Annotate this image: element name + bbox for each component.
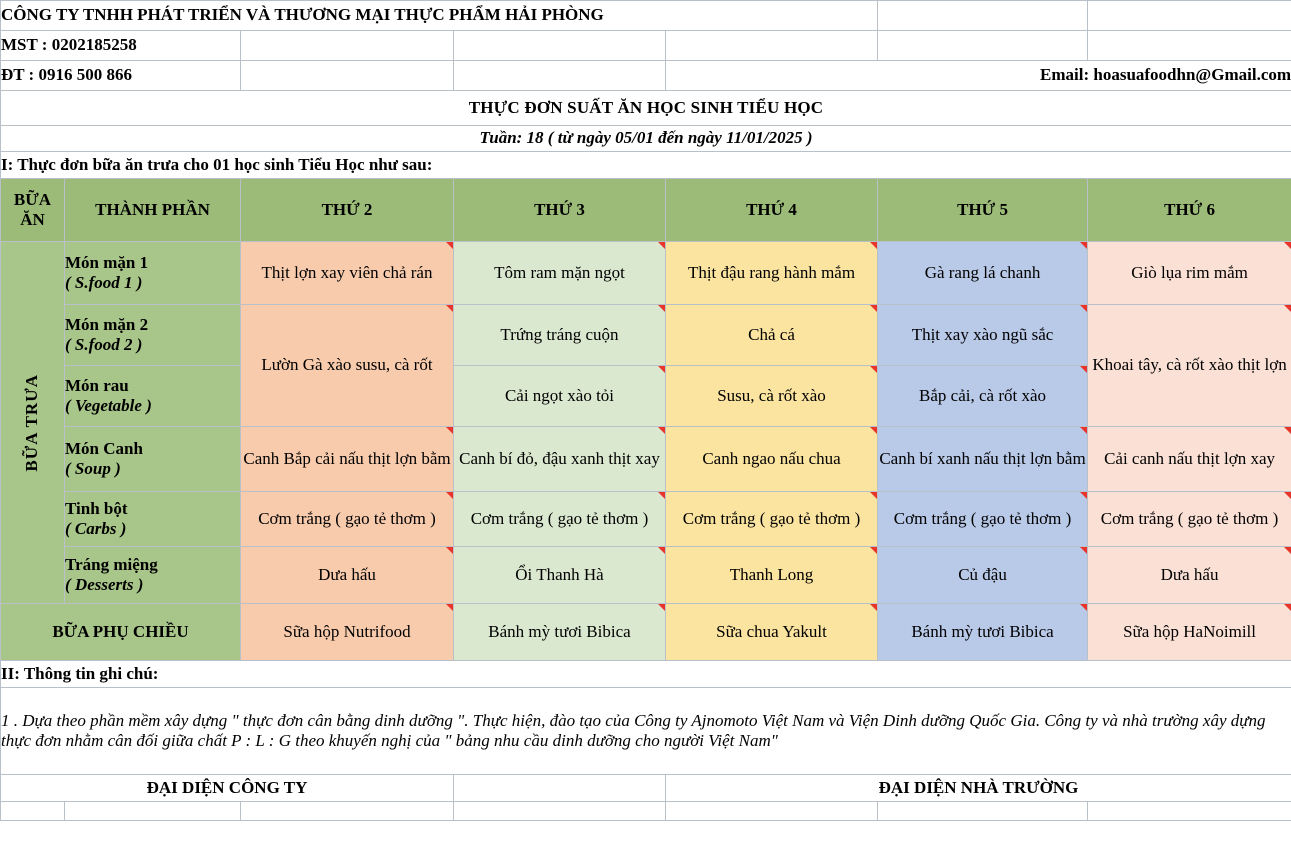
subtitle-row [1, 126, 1291, 152]
snack-label: BỮA PHỤ CHIỀU [1, 604, 241, 661]
menu-cell: Dưa hấu [1088, 547, 1291, 604]
menu-cell: Cơm trắng ( gạo tẻ thơm ) [1088, 492, 1291, 547]
component-name: Món mặn 2 [65, 314, 149, 334]
signature-company: ĐẠI DIỆN CÔNG TY [1, 775, 454, 802]
menu-cell: Thịt xay xào ngũ sắc [878, 305, 1088, 366]
component-name-en: ( Desserts ) [65, 575, 144, 594]
column-header-thu: THỨ 5 [878, 179, 1088, 242]
component-name-en: ( Carbs ) [65, 519, 127, 538]
empty-cell [241, 31, 454, 61]
empty-cell [454, 61, 666, 91]
menu-cell: Tôm ram mặn ngọt [454, 242, 666, 305]
menu-cell: Canh bí xanh nấu thịt lợn bằm [878, 427, 1088, 492]
empty-cell [454, 775, 666, 802]
empty-cell [241, 802, 454, 821]
section-one-label: I: Thực đơn bữa ăn trưa cho 01 học sinh Tiểu Học như sau: [1, 152, 1291, 179]
component-name-en: ( Vegetable ) [65, 396, 152, 415]
signature-school: ĐẠI DIỆN NHÀ TRƯỜNG [666, 775, 1291, 802]
table-row [1, 492, 1291, 547]
column-header-meal: BỮA ĂN [1, 179, 65, 242]
component-label [65, 305, 241, 366]
menu-cell: Bắp cải, cà rốt xào [878, 366, 1088, 427]
empty-cell [454, 31, 666, 61]
menu-cell: Trứng tráng cuộn [454, 305, 666, 366]
menu-cell: Cơm trắng ( gạo tẻ thơm ) [878, 492, 1088, 547]
empty-cell [878, 1, 1088, 31]
table-row [1, 305, 1291, 366]
component-name: Món rau [65, 375, 129, 395]
snack-cell: Sữa chua Yakult [666, 604, 878, 661]
component-label [65, 427, 241, 492]
meal-period-label [1, 242, 65, 604]
empty-cell [878, 802, 1088, 821]
signature-row [1, 775, 1291, 802]
note-row [1, 688, 1291, 775]
component-name: Món Canh [65, 438, 143, 458]
column-header-tue: THỨ 3 [454, 179, 666, 242]
empty-cell [666, 802, 878, 821]
week-subtitle: Tuần: 18 ( từ ngày 05/01 đến ngày 11/01/2025 ) [1, 126, 1291, 152]
menu-cell: Canh Bắp cải nấu thịt lợn bằm [241, 427, 454, 492]
component-label [65, 492, 241, 547]
menu-cell: Canh bí đỏ, đậu xanh thịt xay [454, 427, 666, 492]
snack-cell: Bánh mỳ tươi Bibica [878, 604, 1088, 661]
menu-cell: Ổi Thanh Hà [454, 547, 666, 604]
menu-cell: Cải ngọt xào tỏi [454, 366, 666, 427]
column-header-component: THÀNH PHẦN [65, 179, 241, 242]
menu-cell: Thịt đậu rang hành mắm [666, 242, 878, 305]
menu-cell: Lườn Gà xào susu, cà rốt [241, 305, 454, 427]
empty-cell [1088, 1, 1291, 31]
table-row [1, 547, 1291, 604]
menu-cell: Thanh Long [666, 547, 878, 604]
phone-row [1, 61, 1291, 91]
table-row [1, 242, 1291, 305]
section-two-label: II: Thông tin ghi chú: [1, 661, 1291, 688]
menu-cell: Cơm trắng ( gạo tẻ thơm ) [241, 492, 454, 547]
menu-cell: Khoai tây, cà rốt xào thịt lợn [1088, 305, 1291, 427]
tax-row [1, 31, 1291, 61]
menu-cell: Củ đậu [878, 547, 1088, 604]
tax-code: MST : 0202185258 [1, 31, 241, 61]
menu-cell: Canh ngao nấu chua [666, 427, 878, 492]
menu-cell: Dưa hấu [241, 547, 454, 604]
empty-cell [878, 31, 1088, 61]
component-label [65, 547, 241, 604]
menu-cell: Giò lụa rim mắm [1088, 242, 1291, 305]
meal-period-text: BỮA TRƯA [22, 373, 42, 472]
menu-cell: Cơm trắng ( gạo tẻ thơm ) [454, 492, 666, 547]
snack-row [1, 604, 1291, 661]
company-row [1, 1, 1291, 31]
component-name-en: ( S.food 1 ) [65, 273, 143, 292]
section-one-row [1, 152, 1291, 179]
component-name: Tinh bột [65, 498, 128, 518]
column-header-fri: THỨ 6 [1088, 179, 1291, 242]
empty-cell [454, 802, 666, 821]
component-name-en: ( Soup ) [65, 459, 121, 478]
component-label [65, 242, 241, 305]
empty-cell [241, 61, 454, 91]
menu-cell: Gà rang lá chanh [878, 242, 1088, 305]
empty-cell [1088, 31, 1291, 61]
page-title: THỰC ĐƠN SUẤT ĂN HỌC SINH TIỂU HỌC [1, 91, 1291, 126]
empty-cell [1088, 802, 1291, 821]
blank-row [1, 802, 1291, 821]
empty-cell [666, 31, 878, 61]
component-name: Tráng miệng [65, 554, 158, 574]
component-label [65, 366, 241, 427]
empty-cell [65, 802, 241, 821]
snack-cell: Sữa hộp HaNoimill [1088, 604, 1291, 661]
table-row [1, 427, 1291, 492]
empty-cell [1, 802, 65, 821]
component-name-en: ( S.food 2 ) [65, 335, 143, 354]
email-address: Email: hoasuafoodhn@Gmail.com [666, 61, 1291, 91]
company-name: CÔNG TY TNHH PHÁT TRIỂN VÀ THƯƠNG MẠI THỰC PHẨM HẢI PHÒNG [1, 1, 878, 31]
menu-cell: Chả cá [666, 305, 878, 366]
snack-cell: Sữa hộp Nutrifood [241, 604, 454, 661]
component-name: Món mặn 1 [65, 252, 149, 272]
snack-cell: Bánh mỳ tươi Bibica [454, 604, 666, 661]
menu-header-row [1, 179, 1291, 242]
phone-number: ĐT : 0916 500 866 [1, 61, 241, 91]
column-header-mon: THỨ 2 [241, 179, 454, 242]
section-two-row [1, 661, 1291, 688]
menu-cell: Cơm trắng ( gạo tẻ thơm ) [666, 492, 878, 547]
menu-cell: Thịt lợn xay viên chả rán [241, 242, 454, 305]
menu-cell: Cải canh nấu thịt lợn xay [1088, 427, 1291, 492]
menu-cell: Susu, cà rốt xào [666, 366, 878, 427]
column-header-wed: THỨ 4 [666, 179, 878, 242]
title-row [1, 91, 1291, 126]
note-text: 1 . Dựa theo phần mềm xây dựng " thực đơn cân bằng dinh dưỡng ". Thực hiện, đào tạo của Công ty Ajnomoto Việt Nam và Viện Dinh dưỡng Quốc Gia. Công ty và nhà trường xây dựng thực đơn nhằm cân đối giữa chất P : L : G theo khuyến nghị của " bảng nhu cầu dinh dưỡng cho người Việt Nam" [1, 688, 1291, 775]
